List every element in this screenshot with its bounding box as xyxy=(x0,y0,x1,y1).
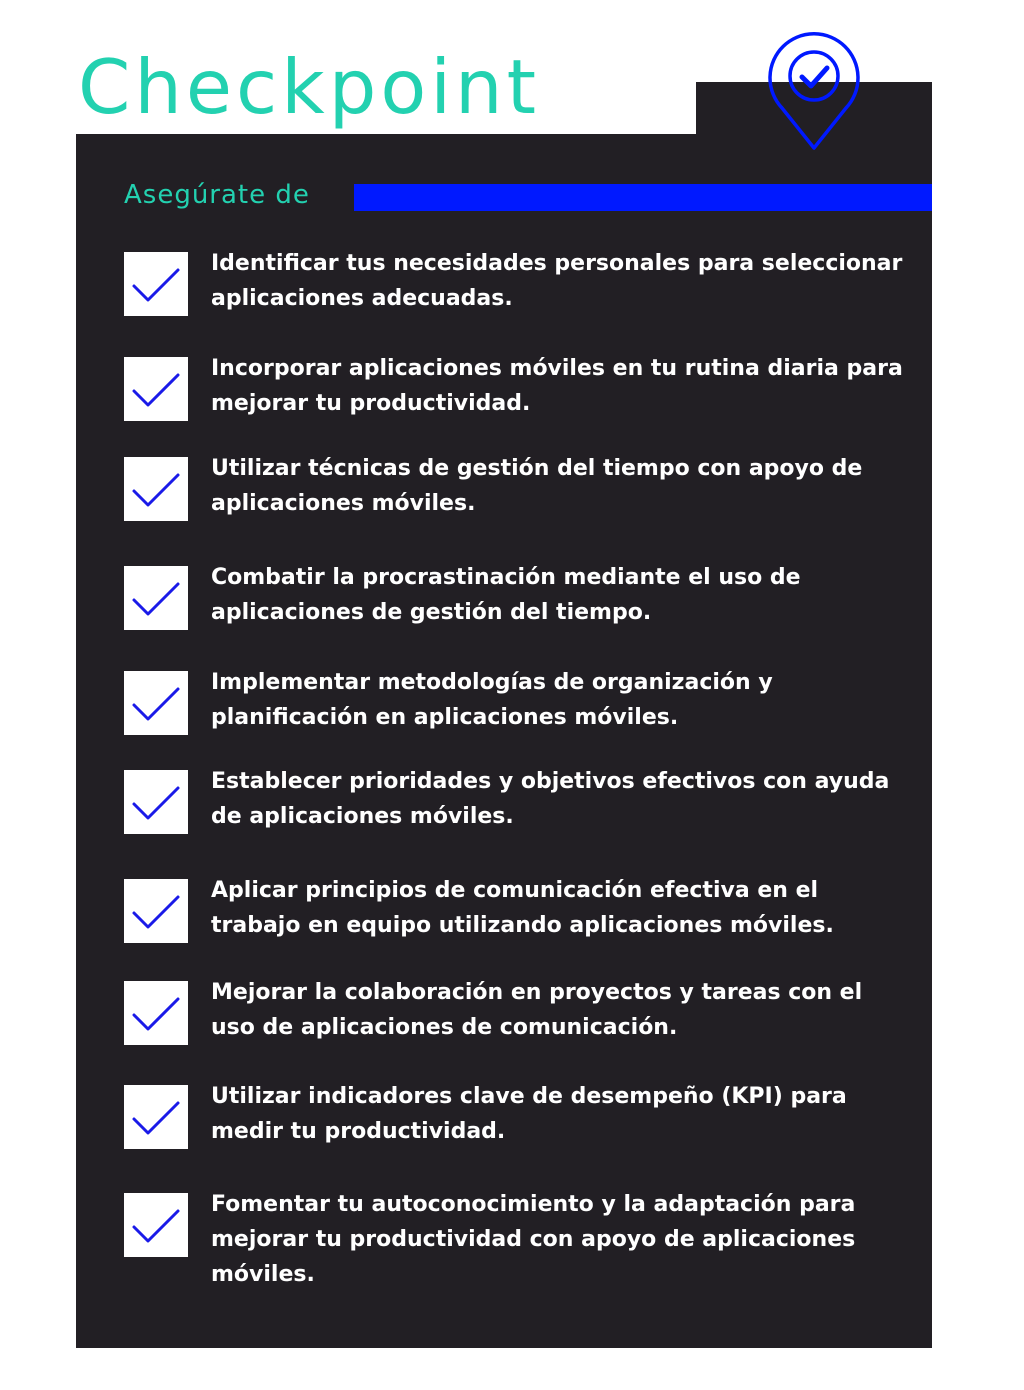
checkmark-icon xyxy=(124,1085,188,1149)
checklist-item-text: Utilizar técnicas de gestión del tiempo con apoyo de aplicaciones móviles. xyxy=(211,456,863,516)
checklist-item-text: Aplicar principios de comunicación efectiva en el trabajo en equipo utilizando aplicaciones móviles. xyxy=(211,878,834,938)
checkbox[interactable] xyxy=(124,770,188,834)
checkbox[interactable] xyxy=(124,1193,188,1257)
checklist-item-text: Identificar tus necesidades personales para seleccionar aplicaciones adecuadas. xyxy=(211,251,903,311)
checkmark-icon xyxy=(124,770,188,834)
checkbox[interactable] xyxy=(124,357,188,421)
checkbox[interactable] xyxy=(124,879,188,943)
checkbox[interactable] xyxy=(124,1085,188,1149)
checkbox[interactable] xyxy=(124,252,188,316)
checklist-item-text: Mejorar la colaboración en proyectos y tareas con el uso de aplicaciones de comunicación. xyxy=(211,980,863,1040)
checkmark-icon xyxy=(124,879,188,943)
checklist-item-text: Combatir la procrastinación mediante el uso de aplicaciones de gestión del tiempo. xyxy=(211,565,801,625)
checkmark-icon xyxy=(124,566,188,630)
checkbox[interactable] xyxy=(124,457,188,521)
checkbox[interactable] xyxy=(124,671,188,735)
subtitle: Asegúrate de xyxy=(124,180,310,210)
checkmark-icon xyxy=(124,671,188,735)
checkmark-icon xyxy=(124,981,188,1045)
checkmark-icon xyxy=(124,1193,188,1257)
checkmark-icon xyxy=(124,457,188,521)
checklist-item-text: Utilizar indicadores clave de desempeño (KPI) para medir tu productividad. xyxy=(211,1084,847,1144)
checkbox[interactable] xyxy=(124,566,188,630)
checklist-item-text: Establecer prioridades y objetivos efectivos con ayuda de aplicaciones móviles. xyxy=(211,769,890,829)
checkmark-icon xyxy=(124,357,188,421)
checkmark-icon xyxy=(124,252,188,316)
checklist-item-text: Incorporar aplicaciones móviles en tu rutina diaria para mejorar tu productividad. xyxy=(211,356,903,416)
checkbox[interactable] xyxy=(124,981,188,1045)
checklist-item-text: Fomentar tu autoconocimiento y la adaptación para mejorar tu productividad con apoyo de aplicaciones móviles. xyxy=(211,1192,856,1287)
page-title: Checkpoint xyxy=(78,43,540,131)
checklist-item-text: Implementar metodologías de organización y planificación en aplicaciones móviles. xyxy=(211,670,773,730)
